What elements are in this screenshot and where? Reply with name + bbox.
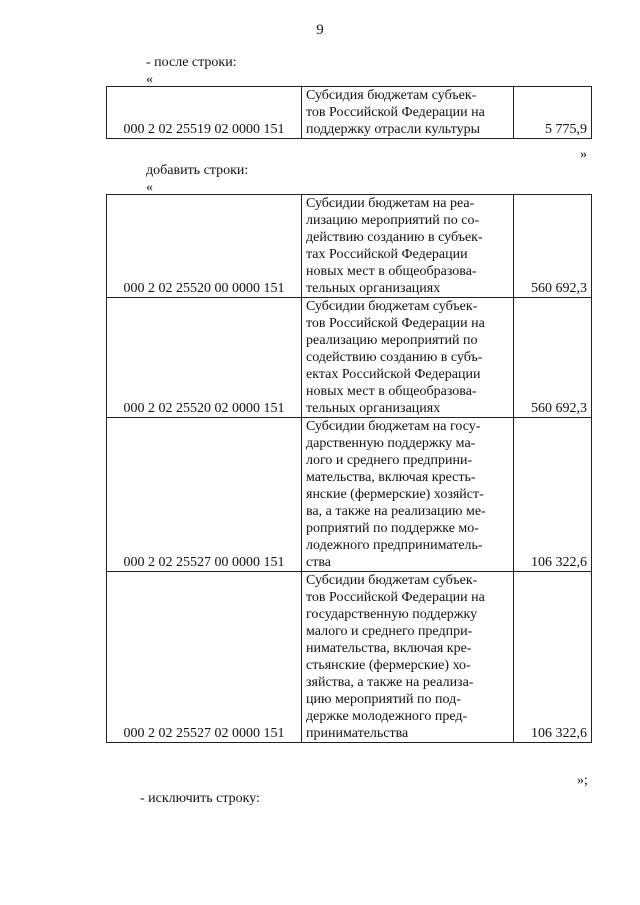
table-row [107,418,592,572]
table-row [107,298,592,418]
table-after-row [106,86,592,139]
description-line: лого и среднего предприни- [306,453,473,468]
description-line: действию созданию в субъек- [306,230,483,245]
description-line: новых мест в общеобразова- [306,264,477,279]
description-line: тов Российской Федерации на [306,316,485,331]
budget-amount: 560 692,3 [514,195,592,298]
budget-description [302,87,514,139]
budget-code: 000 2 02 25519 02 0000 151 [107,87,302,139]
table-row [107,87,592,139]
close-quote: »; [577,773,588,788]
description-line: лодежного предприниматель- [306,538,483,553]
budget-code: 000 2 02 25527 00 0000 151 [107,418,302,572]
description-line: реализацию мероприятий по [306,333,478,348]
intro-after-row: - после строки: [146,55,237,70]
budget-amount: 560 692,3 [514,298,592,418]
description-line: Субсидии бюджетам субъек- [306,299,478,314]
description-line: зяйства, а также на реализа- [306,675,474,690]
description-line: ства [306,555,331,570]
description-line: цию мероприятий по под- [306,692,461,707]
budget-description [302,195,514,298]
budget-code: 000 2 02 25520 02 0000 151 [107,298,302,418]
page-number: 9 [316,22,324,38]
budget-description [302,298,514,418]
description-line: стьянские (фермерские) хо- [306,658,471,673]
budget-amount: 106 322,6 [514,572,592,743]
description-line: ектах Российской Федерации [306,367,481,382]
description-line: нимательства, включая кре- [306,641,472,656]
description-line: ва, а также на реализацию ме- [306,504,486,519]
open-quote: « [146,72,153,87]
description-line: государственную поддержку [306,607,478,622]
description-line: принимательства [306,726,409,741]
description-line: Субсидия бюджетам субъек- [306,88,477,103]
description-line: тов Российской Федерации на [306,105,485,120]
description-line: Субсидии бюджетам на реа- [306,196,475,211]
budget-amount: 106 322,6 [514,418,592,572]
description-line: янские (фермерские) хозяйст- [306,487,484,502]
description-line: лизацию мероприятий по со- [306,213,480,228]
table-add-rows [106,194,592,743]
description-line: Субсидии бюджетам на госу- [306,419,481,434]
open-quote: « [146,180,153,195]
description-line: малого и среднего предпри- [306,624,473,639]
description-line: держке молодежного пред- [306,709,468,724]
intro-add-rows: добавить строки: [146,163,249,178]
close-quote: » [580,147,587,162]
budget-code: 000 2 02 25520 00 0000 151 [107,195,302,298]
description-line: Субсидии бюджетам субъек- [306,573,478,588]
description-line: дарственную поддержку ма- [306,436,476,451]
description-line: тов Российской Федерации на [306,590,485,605]
description-line: новых мест в общеобразова- [306,384,477,399]
budget-description [302,572,514,743]
description-line: тельных организациях [306,401,441,416]
description-line: роприятий по поддержке мо- [306,521,479,536]
description-line: тах Российской Федерации [306,247,468,262]
table-row [107,195,592,298]
intro-remove-row: - исключить строку: [140,791,260,806]
description-line: мательства, включая кресть- [306,470,476,485]
budget-description [302,418,514,572]
table-row [107,572,592,743]
description-line: содействию созданию в субъ- [306,350,483,365]
description-line: поддержку отрасли культуры [306,122,481,137]
description-line: тельных организациях [306,281,441,296]
budget-code: 000 2 02 25527 02 0000 151 [107,572,302,743]
budget-amount: 5 775,9 [514,87,592,139]
